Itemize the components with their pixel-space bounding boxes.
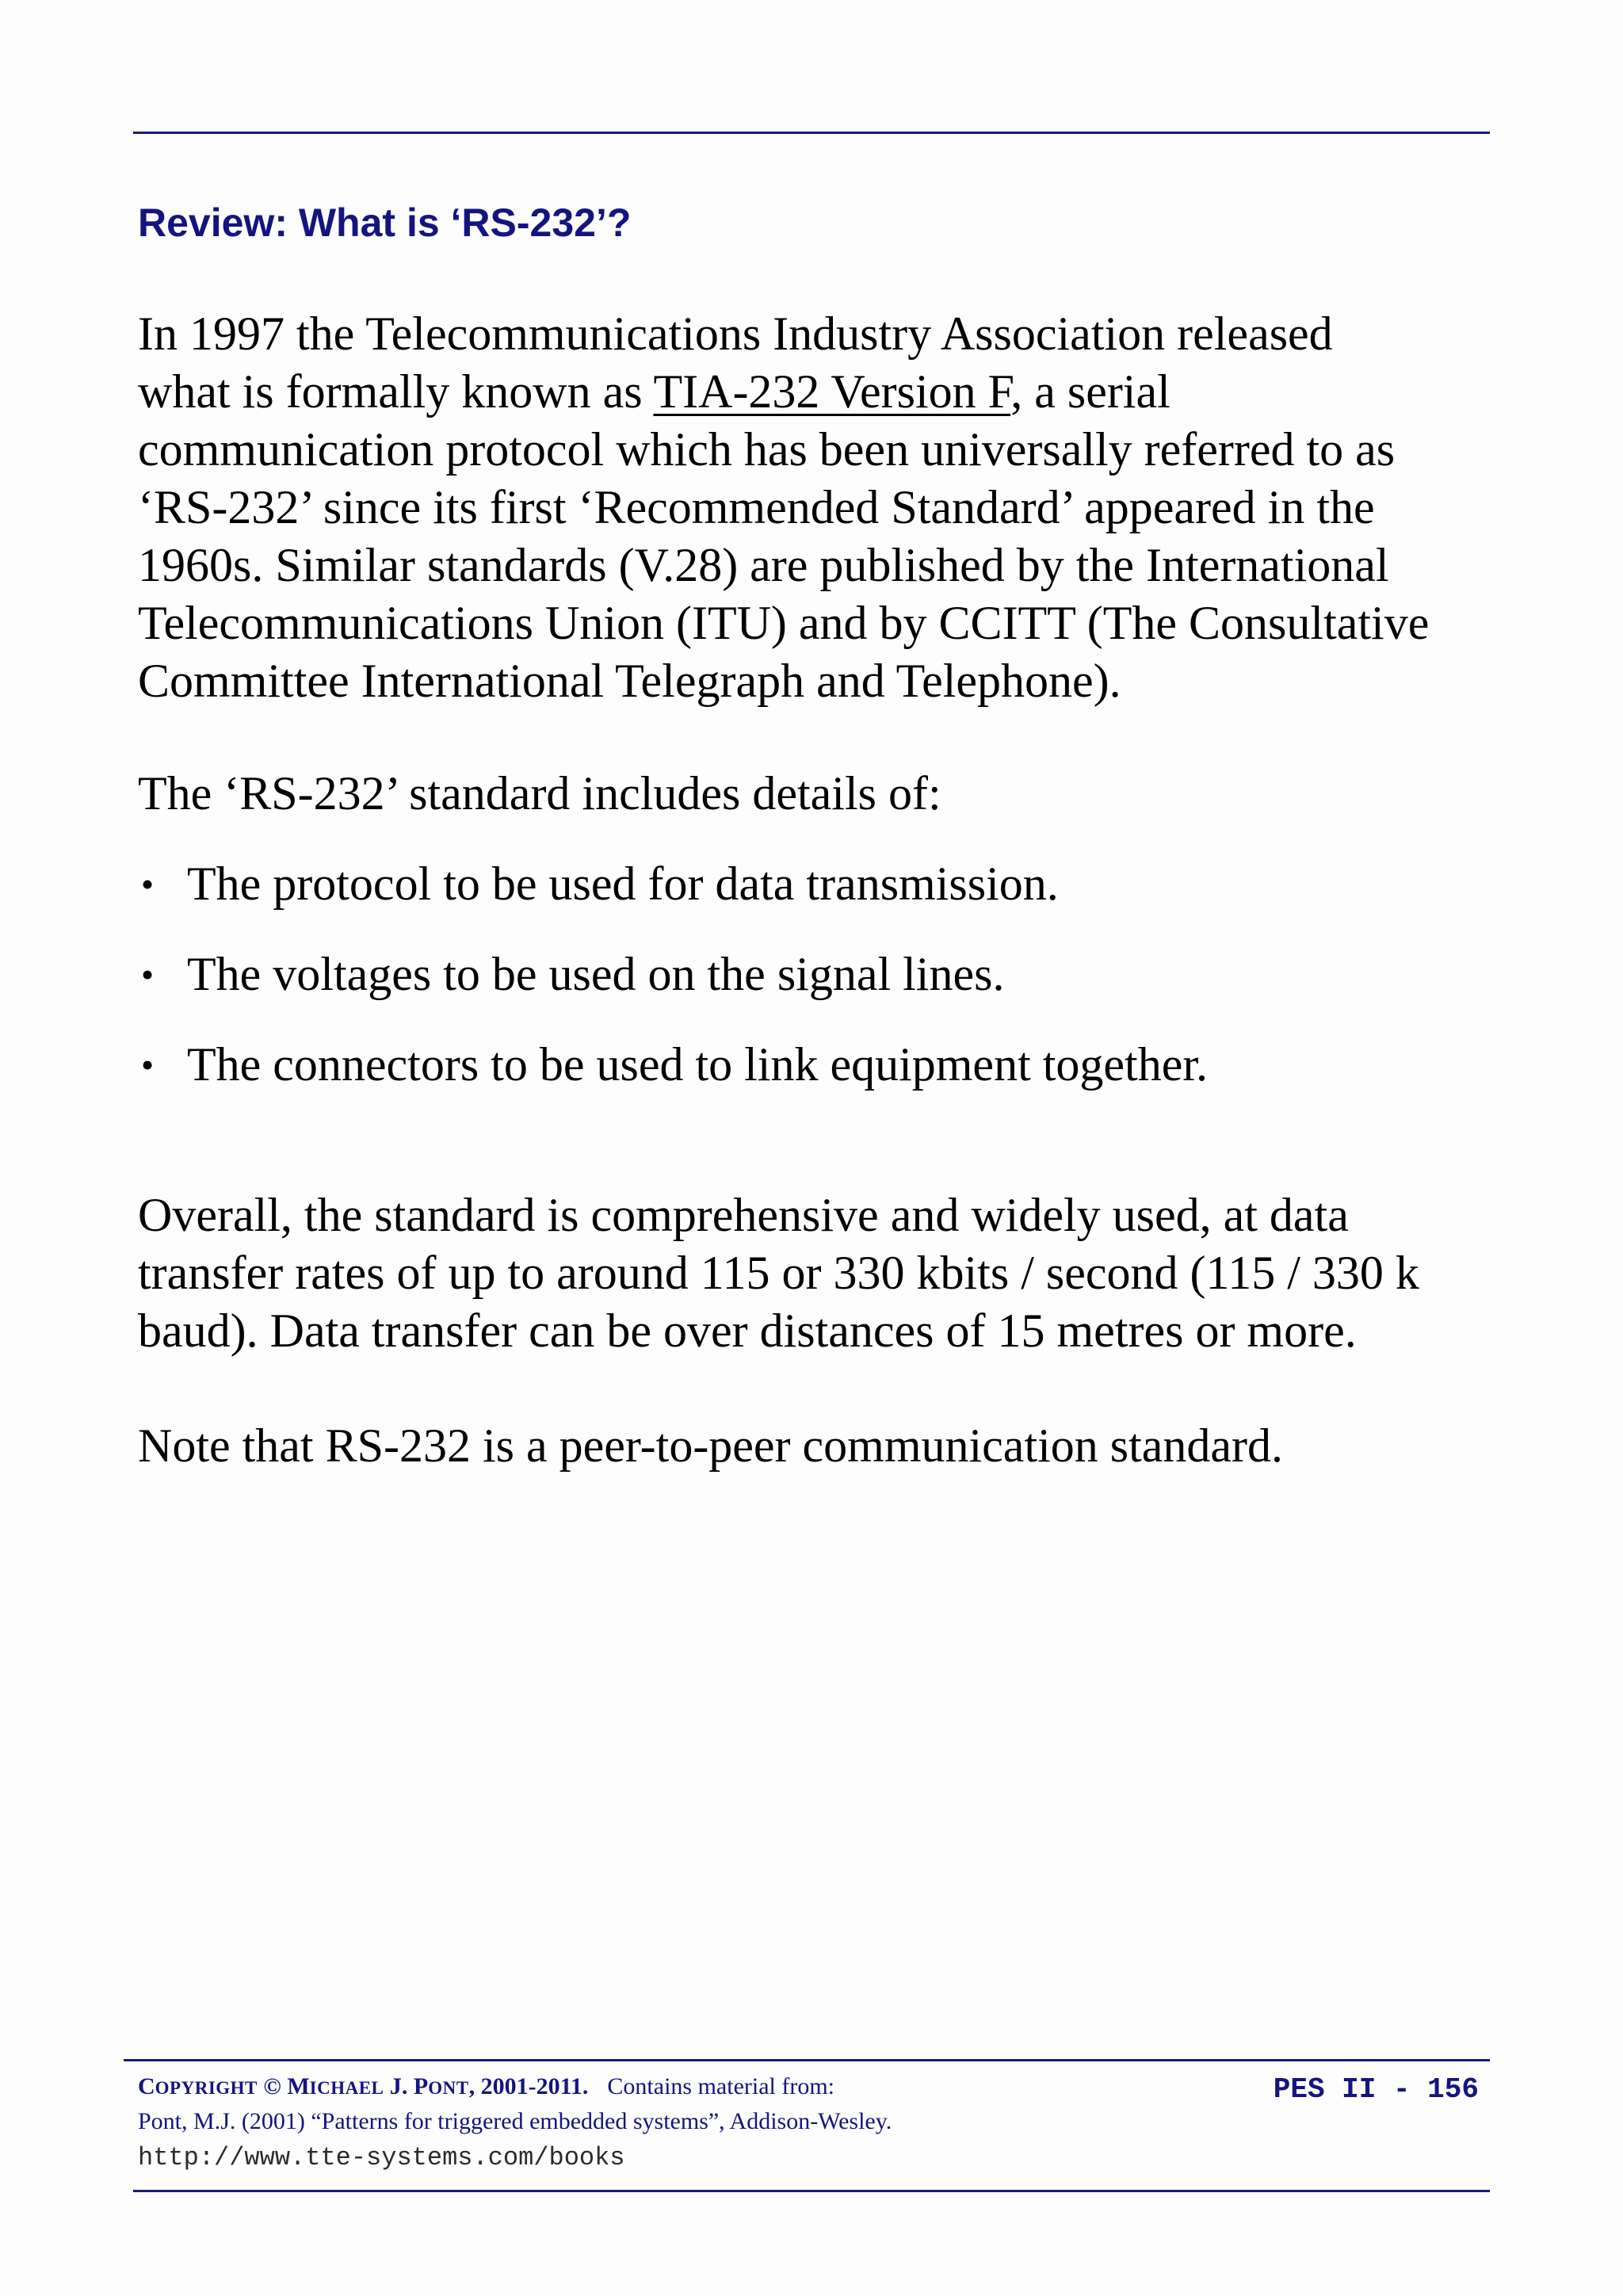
header-rule [133, 132, 1490, 134]
footer [138, 2073, 1485, 2178]
text-line: baud). Data transfer can be over distances of 15 metres or more. [138, 1305, 1357, 1357]
text-fragment: , a serial [1010, 365, 1170, 418]
citation: Pont, M.J. (2001) “Patterns for triggered embedded systems”, Addison-Wesley. [138, 2108, 892, 2134]
text-line: ‘RS-232’ since its first ‘Recommended Standard’ appeared in the [138, 481, 1375, 533]
overall-paragraph [138, 1186, 1419, 1360]
source-label: Contains material from: [607, 2073, 835, 2099]
list-item [138, 1036, 1208, 1126]
standard-name-underlined: TIA-232 Version F [653, 365, 1011, 418]
list-item-text: The protocol to be used for data transmission. [187, 858, 1059, 910]
details-intro: The ‘RS-232’ standard includes details of: [138, 767, 941, 819]
footer-copyright-row [138, 2073, 1485, 2108]
page-number: PES II - 156 [1273, 2073, 1479, 2106]
note-paragraph: Note that RS-232 is a peer-to-peer communication standard. [138, 1419, 1284, 1472]
copyright-notice: COPYRIGHT © MICHAEL J. PONT, 2001-2011. Contains material from: [138, 2073, 835, 2099]
footer-citation-row [138, 2108, 1485, 2143]
details-list [138, 855, 1208, 1126]
bullet-icon: • [141, 864, 155, 904]
footer-rule-top [124, 2059, 1490, 2061]
footer-rule-bottom [133, 2190, 1490, 2192]
text-line: Telecommunications Union (ITU) and by CCITT (The Consultative [138, 597, 1430, 649]
text-line: Committee International Telegraph and Telephone). [138, 655, 1121, 707]
text-line [138, 363, 1429, 421]
bullet-icon: • [141, 954, 155, 995]
text-line: Overall, the standard is comprehensive and widely used, at data [138, 1189, 1349, 1241]
footer-url-row [138, 2143, 1485, 2178]
books-url: http://www.tte-systems.com/books [138, 2143, 625, 2172]
bullet-icon: • [141, 1045, 155, 1085]
page-title: Review: What is ‘RS-232’? [138, 201, 632, 245]
list-item-text: The connectors to be used to link equipment together. [187, 1038, 1209, 1091]
text-line: communication protocol which has been universally referred to as [138, 423, 1396, 476]
list-item [138, 855, 1208, 946]
list-item-text: The voltages to be used on the signal lines. [187, 948, 1005, 1000]
list-item [138, 946, 1208, 1036]
text-line: 1960s. Similar standards (V.28) are published by the International [138, 539, 1389, 591]
text-line: transfer rates of up to around 115 or 330 kbits / second (115 / 330 k [138, 1247, 1419, 1299]
intro-paragraph [138, 305, 1429, 710]
text-fragment: what is formally known as [138, 365, 654, 418]
text-line: In 1997 the Telecommunications Industry Association released [138, 308, 1333, 360]
